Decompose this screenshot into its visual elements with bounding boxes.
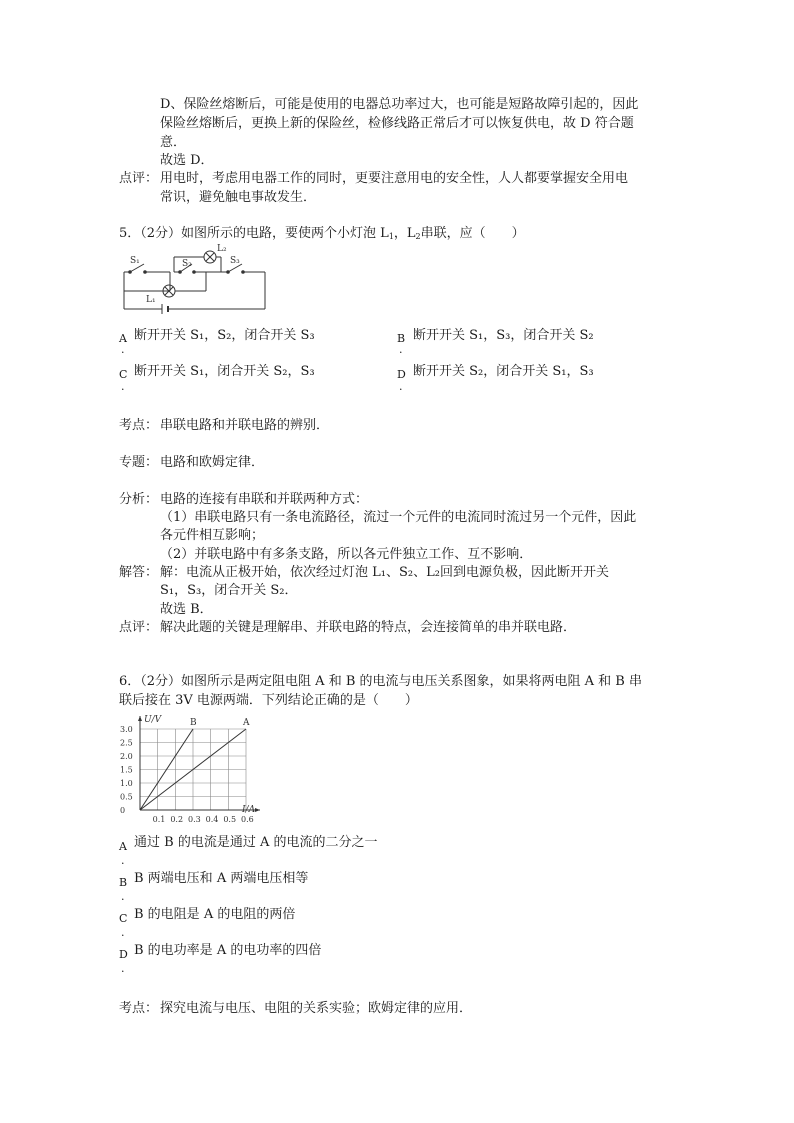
q5-fenxi-line2: （1）串联电路只有一条电流路径，流过一个元件的电流同时流过另一个元件，因此	[160, 510, 637, 525]
series-label-B: B	[190, 718, 197, 728]
q6-option-c-dot: .	[121, 926, 125, 939]
q5-label-s3: S₃	[230, 256, 240, 266]
prev-option-d-line2: 保险丝熔断后，更换上新的保险丝，检修线路正常后才可以恢复供电，故 D 符合题	[160, 116, 634, 131]
series-label-A: A	[243, 718, 250, 728]
q5-fenxi-line4: （2）并联电路中有多条支路，所以各元件独立工作、互不影响．	[160, 547, 533, 562]
q6-kaodian-label: 考点：	[119, 1001, 159, 1016]
prev-option-d-line3: 意．	[160, 135, 187, 150]
chart-xlabel: I/A	[242, 805, 256, 815]
q5-label-l1: L₁	[146, 295, 156, 305]
q5-stem-sub2: 2	[415, 232, 421, 241]
q5-fenxi-line1: 电路的连接有串联和并联两种方式：	[160, 492, 369, 507]
x-axis-arrow	[255, 808, 260, 812]
q5-option-c-dot: .	[121, 380, 125, 393]
y-tick-label: 3.0	[120, 725, 133, 734]
q5-stem-b: ，L	[393, 226, 416, 241]
q5-fenxi-line3: 各元件相互影响；	[160, 528, 265, 543]
x-tick-label: 0.2	[170, 815, 184, 824]
q5-kaodian: 串联电路和并联电路的辨别．	[160, 418, 330, 433]
x-tick-label: 0.1	[152, 815, 166, 824]
y-tick-label: 2.5	[120, 738, 133, 748]
x-tick-label: 0.4	[205, 815, 219, 824]
x-tick-label: 0.6	[241, 815, 254, 824]
q6-option-b-text: B 两端电压和 A 两端电压相等	[134, 871, 309, 886]
q6-option-d-letter: D	[119, 948, 128, 961]
q6-option-b-letter: B	[119, 876, 128, 889]
q5-option-a-dot: .	[121, 343, 125, 356]
y-tick-label: 1.5	[120, 765, 133, 775]
q6-ui-graph	[118, 712, 268, 836]
q5-circuit-diagram	[118, 244, 278, 314]
q5-stem	[119, 225, 525, 246]
y-tick-label: 1.0	[120, 779, 133, 788]
q5-label-l2: L₂	[217, 244, 227, 254]
q5-stem-sub1: 1	[388, 232, 394, 241]
prev-comment-label: 点评：	[119, 171, 159, 186]
q5-option-c-letter: C	[119, 368, 128, 381]
q5-jieda-line2: S₁，S₃，闭合开关 S₂．	[160, 583, 298, 598]
q5-stem-c: 串联，应（ ）	[420, 226, 525, 241]
q5-option-d-text: 断开开关 S₂，闭合开关 S₁，S₃	[413, 364, 594, 379]
q6-option-a-letter: A	[119, 840, 127, 853]
q5-option-c-text: 断开开关 S₁，闭合开关 S₂，S₃	[134, 364, 315, 379]
q6-option-c-letter: C	[119, 912, 128, 925]
chart-ylabel: U/V	[144, 715, 162, 725]
prev-option-d-line1: D、保险丝熔断后，可能是使用的电器总功率过大，也可能是短路故障引起的，因此	[160, 97, 639, 112]
y-axis-arrow	[138, 716, 142, 721]
q6-stem-line1: 6．（2分）如图所示是两定阻电阻 A 和 B 的电流与电压关系图象，如果将两电阻 A 和 B 串	[119, 674, 642, 689]
prev-answer: 故选 D．	[160, 153, 214, 168]
q5-option-b-letter: B	[397, 332, 406, 345]
y-tick-label: 2.0	[120, 752, 133, 761]
q5-option-a-letter: A	[119, 332, 127, 345]
q5-jieda-line1: 解：电流从正极开始，依次经过灯泡 L₁、S₂、L₂回到电源负极，因此断开开关	[160, 565, 609, 580]
q6-option-a-text: 通过 B 的电流是通过 A 的电流的二分之一	[134, 835, 378, 850]
q5-label-s2: S₂	[182, 259, 192, 269]
q6-option-b-dot: .	[121, 890, 125, 903]
q5-option-a-text: 断开开关 S₁，S₂，闭合开关 S₃	[134, 328, 315, 343]
q5-jieda-line3: 故选 B．	[160, 602, 213, 617]
q5-jieda-label: 解答：	[119, 565, 159, 580]
q6-stem-line2: 联后接在 3V 电源两端．下列结论正确的是（ ）	[119, 693, 418, 708]
q5-kaodian-label: 考点：	[119, 418, 159, 433]
prev-comment-line2: 常识，避免触电事故发生．	[160, 190, 317, 205]
q6-option-a-dot: .	[121, 854, 125, 867]
y-tick-label: 0	[120, 806, 126, 815]
q6-option-d-text: B 的电功率是 A 的电功率的四倍	[134, 943, 322, 958]
q6-option-c-text: B 的电阻是 A 的电阻的两倍	[134, 907, 296, 922]
q5-comment: 解决此题的关键是理解串、并联电路的特点，会连接简单的串并联电路．	[160, 620, 577, 635]
x-tick-label: 0.5	[223, 815, 237, 824]
q5-zhuanti: 电路和欧姆定律．	[160, 455, 265, 470]
q5-option-b-text: 断开开关 S₁，S₃，闭合开关 S₂	[413, 328, 594, 343]
q5-comment-label: 点评：	[119, 620, 159, 635]
q5-label-s1: S₁	[130, 256, 140, 266]
q5-zhuanti-label: 专题：	[119, 455, 159, 470]
q6-kaodian: 探究电流与电压、电阻的关系实验；欧姆定律的应用．	[160, 1001, 473, 1016]
q5-fenxi-label: 分析：	[119, 492, 159, 507]
prev-comment-line1: 用电时，考虑用电器工作的同时，更要注意用电的安全性，人人都要掌握安全用电	[160, 171, 629, 186]
q5-option-d-letter: D	[397, 368, 406, 381]
x-tick-label: 0.3	[188, 815, 201, 824]
q5-option-d-dot: .	[399, 380, 403, 393]
y-tick-label: 0.5	[120, 792, 133, 802]
q5-option-b-dot: .	[399, 343, 403, 356]
q6-option-d-dot: .	[121, 962, 125, 975]
q5-stem-a: 5．（2分）如图所示的电路，要使两个小灯泡 L	[119, 226, 389, 241]
